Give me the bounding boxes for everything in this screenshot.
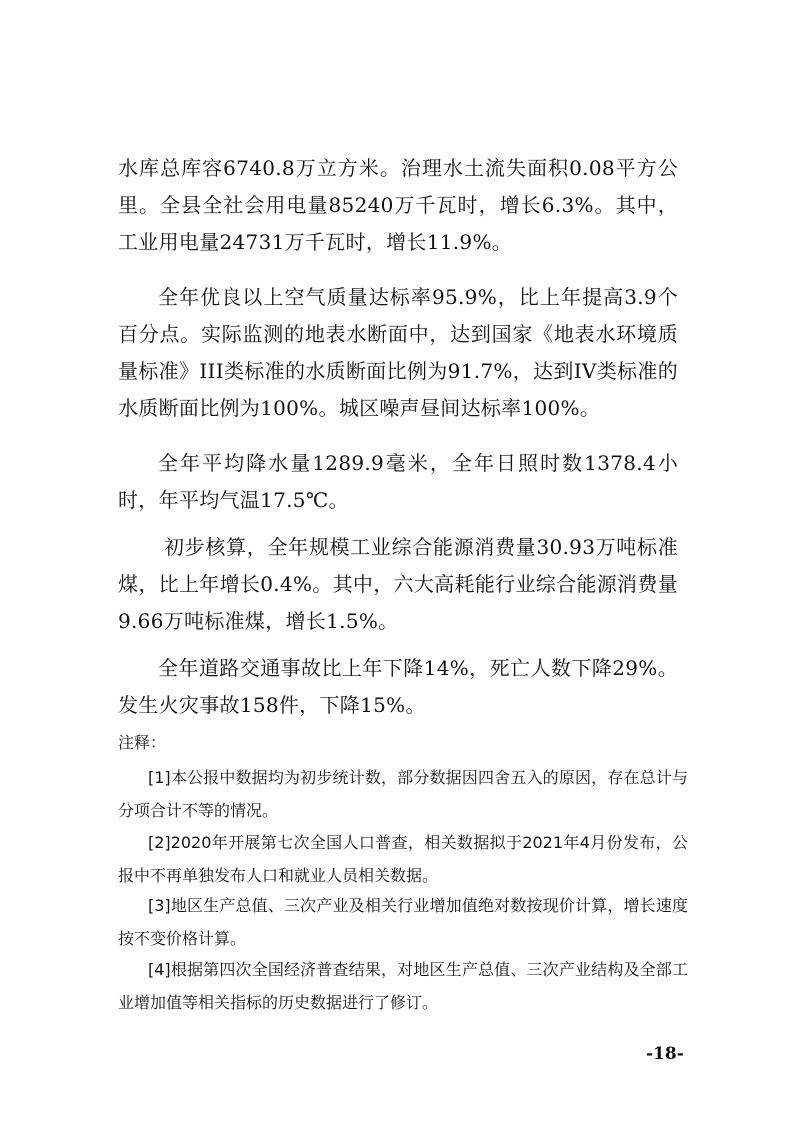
note-4: [4]根据第四次全国经济普查结果，对地区生产总值、三次产业结构及全部工业增加值等相关指标的历史数据进行了修订。 <box>118 960 688 1012</box>
note-1: [1]本公报中数据均为初步统计数，部分数据因四舍五入的原因，存在总计与分项合计不等的情况。 <box>118 768 688 820</box>
paragraph-water-electricity: 水库总库容6740.8万立方米。治理水土流失面积0.08平方公里。全县全社会用电量85240万千瓦时，增长6.3%。其中，工业用电量24731万千瓦时，增长11.9%。 <box>118 156 678 254</box>
note-3: [3]地区生产总值、三次产业及相关行业增加值绝对数按现价计算，增长速度按不变价格计算。 <box>118 896 688 948</box>
paragraph-air-water-quality: 全年优良以上空气质量达标率95.9%，比上年提高3.9个百分点。实际监测的地表水断面中，达到国家《地表水环境质量标准》III类标准的水质断面比例为91.7%，达到IV类标准的水质断面比例为100%。城区噪声昼间达标率100%。 <box>118 285 678 420</box>
notes-title: 注释： <box>118 733 167 752</box>
paragraph-accidents: 全年道路交通事故比上年下降14%，死亡人数下降29%。发生火灾事故158件，下降15%。 <box>118 656 678 717</box>
paragraph-climate: 全年平均降水量1289.9毫米，全年日照时数1378.4小时，年平均气温17.5℃。 <box>118 451 678 512</box>
paragraph-energy-consumption: 初步核算，全年规模工业综合能源消费量30.93万吨标准煤，比上年增长0.4%。其中，六大高耗能行业综合能源消费量9.66万吨标准煤，增长1.5%。 <box>118 535 678 633</box>
page-number: -18- <box>646 1044 684 1064</box>
note-2: [2]2020年开展第七次全国人口普查，相关数据拟于2021年4月份发布，公报中不再单独发布人口和就业人员相关数据。 <box>118 833 688 885</box>
